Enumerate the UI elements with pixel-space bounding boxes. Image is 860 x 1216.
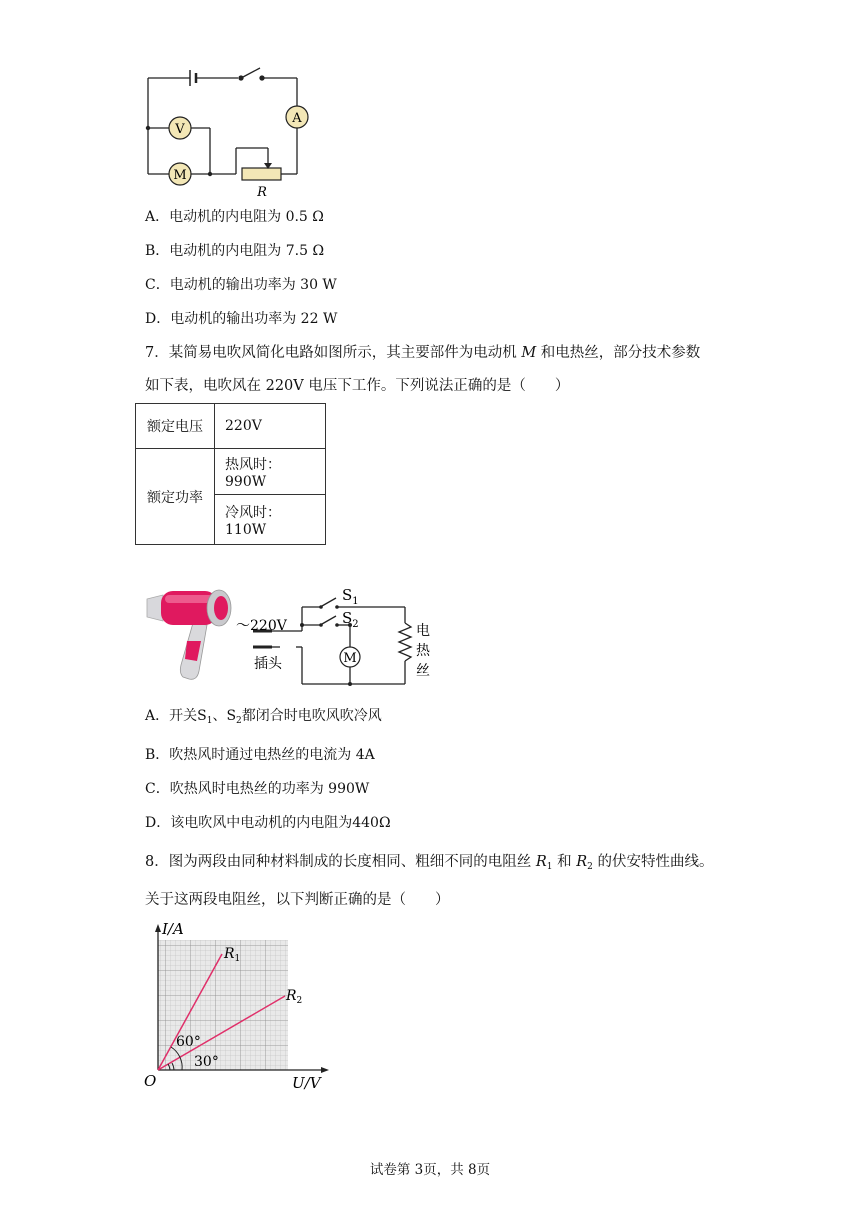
heater-label-1: 电 — [416, 623, 430, 639]
switch-s1-label: $S_1$ — [342, 586, 359, 607]
x-axis-label: U/V — [292, 1074, 321, 1090]
q6-option-c[interactable]: C．电动机的输出功率为 30 W — [145, 277, 337, 293]
q6-option-b[interactable]: B．电动机的内电阻为 7.5 Ω — [145, 243, 325, 259]
q7-stem-line2: 如下表，电吹风在 220V 电压下工作。下列说法正确的是（ ） — [145, 378, 570, 394]
motor-label: M — [173, 168, 187, 183]
q7-option-b[interactable]: B．吹热风时通过电热丝的电流为 4A — [145, 747, 375, 763]
q7-option-c[interactable]: C．吹热风时电热丝的功率为 990W — [145, 781, 370, 797]
ammeter-label: A — [292, 111, 302, 126]
q7-parameter-table — [135, 403, 326, 545]
rated-voltage-label: 额定电压 — [136, 404, 215, 449]
heater-label-2: 热 — [416, 643, 430, 659]
plug-label: 插头 — [254, 656, 282, 672]
dryer-motor-label: M — [343, 651, 357, 666]
rated-power-label: 额定功率 — [136, 449, 215, 545]
hair-dryer-image — [143, 585, 235, 683]
q8-stem-line2: 关于这两段电阻丝，以下判断正确的是（ ） — [145, 892, 450, 908]
q7-option-a[interactable]: A．开关$S_1$、$S_2$都闭合时电吹风吹冷风 — [145, 708, 382, 726]
heater-label-3: 丝 — [416, 663, 430, 679]
angle-30-label: 30° — [194, 1054, 219, 1070]
voltmeter-label: V — [175, 122, 185, 137]
supply-voltage-label: ～220V — [236, 618, 287, 634]
y-axis-label: I/A — [162, 920, 184, 938]
q7-stem-line1: 7．某简易电吹风简化电路如图所示，其主要部件为电动机 M 和电热丝，部分技术参数 — [145, 345, 701, 361]
rated-voltage-value: 220V — [215, 404, 326, 449]
switch-s2-label: $S_2$ — [342, 609, 359, 630]
cold-air-power: 冷风时：110W — [215, 495, 326, 545]
r1-line-label: $R_1$ — [224, 946, 241, 964]
hot-air-power: 热风时：990W — [215, 449, 326, 495]
iv-characteristic-graph — [140, 920, 340, 1090]
q6-option-d[interactable]: D．电动机的输出功率为 22 W — [145, 311, 338, 327]
hair-dryer-circuit-diagram — [236, 585, 436, 690]
q6-option-a[interactable]: A．电动机的内电阻为 0.5 Ω — [145, 209, 324, 225]
r2-line-label: $R_2$ — [286, 988, 303, 1006]
origin-label: O — [144, 1072, 157, 1090]
resistor-label: R — [257, 185, 267, 200]
q7-option-d[interactable]: D．该电吹风中电动机的内电阻为440Ω — [145, 815, 391, 831]
angle-60-label: 60° — [176, 1034, 201, 1050]
page-footer: 试卷第 3页，共 8页 — [369, 1162, 491, 1178]
motor-circuit-diagram — [130, 62, 320, 202]
q8-stem-line1: 8．图为两段由同种材料制成的长度相同、粗细不同的电阻丝 $R_1$ 和 $R_2$ 的伏安特性曲线。 — [145, 854, 714, 872]
